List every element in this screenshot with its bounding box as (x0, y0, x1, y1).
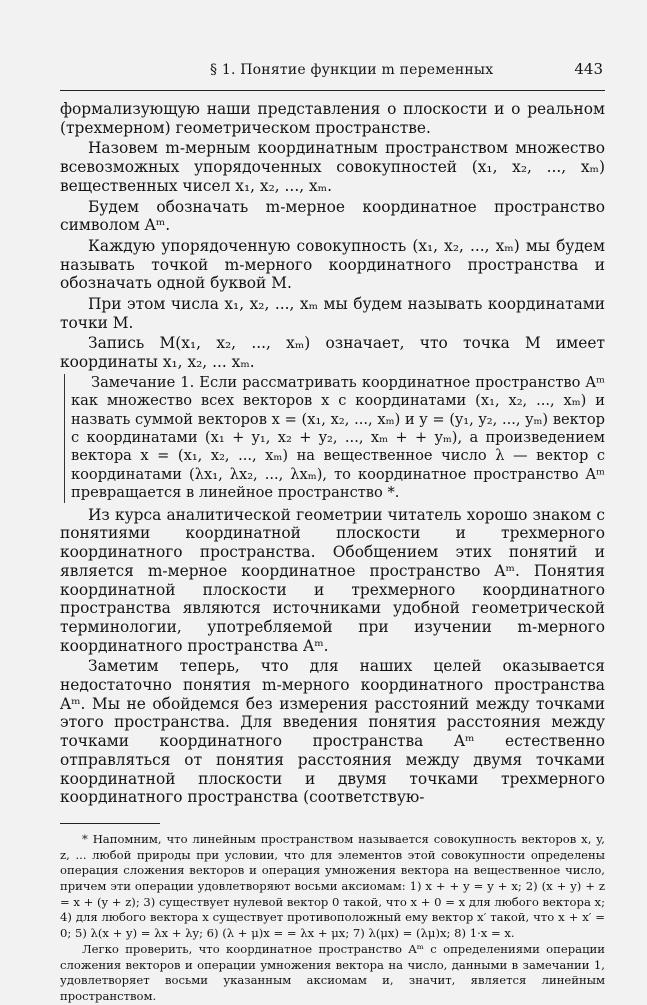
page-header (60, 56, 605, 96)
footnote: * Напомним, что линейным пространством называется совокупность векторов x, y, z, ... любой природы при условии, что для элементов этой совокупности определены операция сложения векторов и операция умножения вектора на вещественное число, причем эти операции удовлетворяют восьми аксиомам: 1) x + + y = y + x; 2) (x + y) + z = x + (y + z); 3) существует нулевой вектор 0 такой, что x + 0 = x для любого вектора x; 4) для любого вектора x существует противоположный ему вектор x′ такой, что x + x′ = 0; 5) λ(x + y) = λx + λy; 6) (λ + μ)x = = λx + μx; 7) λ(μx) = (λμ)x; 8) 1·x = x. (60, 831, 605, 941)
footnotes (60, 832, 605, 1005)
paragraph: Запись M(x₁, x₂, ..., xₘ) означает, что точка M имеет координаты x₁, x₂, ... xₘ. (60, 334, 605, 372)
paragraph: При этом числа x₁, x₂, ..., xₘ мы будем называть координатами точки M. (60, 295, 605, 332)
paragraph: Будем обозначать m-мерное координатное пространство символом Aᵐ. (60, 197, 605, 235)
footnote: Легко проверить, что координатное пространство Aᵐ с определениями операции сложения векторов и операции умножения вектора на число, данными в замечании 1, удовлетворяет восьми указанным аксиомам и, значит, является линейным пространством. (60, 941, 605, 1003)
paragraph: Заметим теперь, что для наших целей оказывается недостаточно понятия m-мерного координатного пространства Aᵐ. Мы не обойдемся без измерения расстояний между точками этого пространства. Для введения понятия расстояния между точками координатного пространства Aᵐ естественно отправляться от понятия расстояния между двумя точками координатной плоскости и двумя точками трехмерного координатного пространства (соответствую- (60, 657, 605, 807)
page-number: 443 (574, 60, 603, 78)
running-title: § 1. Понятие функции m переменных (210, 62, 494, 78)
main-text (60, 100, 605, 1005)
remark-block (64, 374, 605, 503)
paragraph: Назовем m-мерным координатным пространством множество всевозможных упорядоченных совокупностей (x₁, x₂, ..., xₘ) вещественных чисел x₁, x₂, ..., xₘ. (60, 139, 605, 195)
paragraph: Каждую упорядоченную совокупность (x₁, x₂, ..., xₘ) мы будем называть точкой m-мерного координатного пространства и обозначать одной буквой M. (60, 236, 605, 293)
paragraph: Из курса аналитической геометрии читатель хорошо знаком с понятиями координатной плоскости и трехмерного координатного пространства. Обобщением этих понятий и является m-мерное координатное пространство Aᵐ. Понятия координатной плоскости и трехмерного координатного пространства являются источниками удобной геометрической терминологии, употребляемой при изучении m-мерного координатного пространства Aᵐ. (60, 505, 605, 655)
header-rule (60, 90, 605, 91)
remark-text: Замечание 1. Если рассматривать координатное пространство Aᵐ как множество всех векторов x с координатами (x₁, x₂, ..., xₘ) и назвать суммой векторов x = (x₁, x₂, ..., xₘ) и y = (y₁, y₂, ..., yₘ) вектор с координатами (x₁ + y₁, x₂ + y₂, ..., xₘ + + yₘ), а произведением вектора x = (x₁, x₂, ..., xₘ) на вещественное число λ — вектор с координатами (λx₁, λx₂, ..., λxₘ), то координатное пространство Aᵐ превращается в линейное пространство *. (71, 373, 605, 502)
paragraph: формализующую наши представления о плоскости и о реальном (трехмерном) геометрическом пространстве. (60, 100, 605, 137)
footnote-rule (60, 823, 160, 824)
